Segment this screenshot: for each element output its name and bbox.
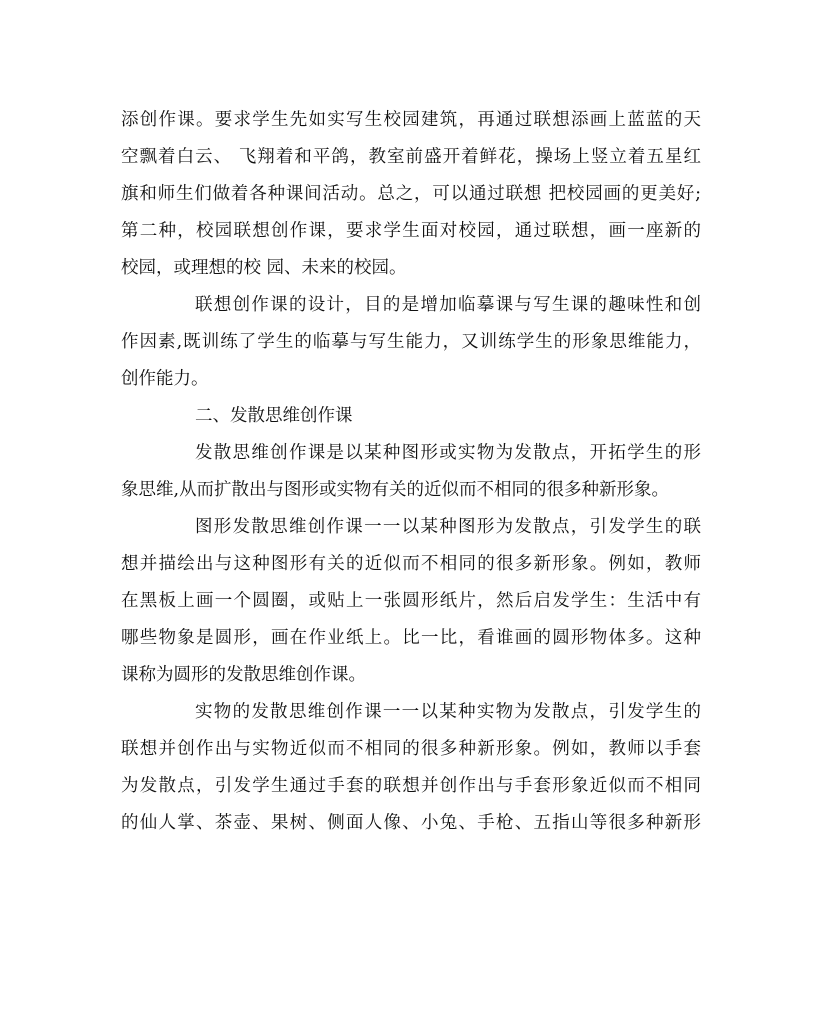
heading-text: 二、发散思维创作课 bbox=[195, 406, 353, 426]
text-line: 想并描绘出与这种图形有关的近似而不相同的很多新形象。例如，教师 bbox=[121, 554, 701, 574]
text-line: 联想并创作出与实物近似而不相同的很多种新形象。例如，教师以手套 bbox=[121, 739, 701, 759]
text-line: 的仙人掌、茶壶、果树、侧面人像、小兔、手枪、五指山等很多种新形 bbox=[121, 813, 701, 833]
text-line: 在黑板上画一个圆圈，或贴上一张圆形纸片，然后启发学生：生活中有 bbox=[121, 591, 701, 611]
paragraph-4 bbox=[121, 509, 701, 694]
section-heading bbox=[121, 398, 701, 435]
text-line: 发散思维创作课是以某种图形或实物为发散点，开拓学生的形 bbox=[195, 443, 701, 463]
text-line: 象思维,从而扩散出与图形或实物有关的近似而不相同的很多种新形象。 bbox=[121, 480, 670, 500]
text-line: 创作能力。 bbox=[121, 369, 209, 389]
paragraph-5 bbox=[121, 694, 701, 842]
text-line: 旗和师生们做着各种课间活动。总之，可以通过联想 把校园画的更美好; bbox=[121, 184, 701, 204]
text-line: 作因素,既训练了学生的临摹与写生能力，又训练学生的形象思维能力， bbox=[121, 332, 701, 352]
text-line: 联想创作课的设计，目的是增加临摹课与写生课的趣味性和创 bbox=[195, 295, 701, 315]
text-line: 添创作课。要求学生先如实写生校园建筑，再通过联想添画上蓝蓝的天 bbox=[121, 110, 701, 130]
text-line: 图形发散思维创作课一一以某种图形为发散点，引发学生的联 bbox=[195, 517, 701, 537]
text-line: 实物的发散思维创作课一一以某种实物为发散点，引发学生的 bbox=[195, 702, 701, 722]
text-line: 哪些物象是圆形，画在作业纸上。比一比，看谁画的圆形物体多。这种 bbox=[121, 628, 701, 648]
paragraph-1 bbox=[121, 102, 701, 287]
text-line: 课称为圆形的发散思维创作课。 bbox=[121, 665, 366, 685]
text-line: 为发散点，引发学生通过手套的联想并创作出与手套形象近似而不相同 bbox=[121, 776, 701, 796]
text-line: 校园，或理想的校 园、未来的校园。 bbox=[121, 258, 407, 278]
text-line: 第二种，校园联想创作课，要求学生面对校园，通过联想，画一座新的 bbox=[121, 221, 701, 241]
paragraph-3 bbox=[121, 435, 701, 509]
document-body bbox=[121, 102, 701, 842]
text-line: 空飘着白云、 飞翔着和平鸽，教室前盛开着鲜花，操场上竖立着五星红 bbox=[121, 147, 701, 167]
paragraph-2 bbox=[121, 287, 701, 398]
